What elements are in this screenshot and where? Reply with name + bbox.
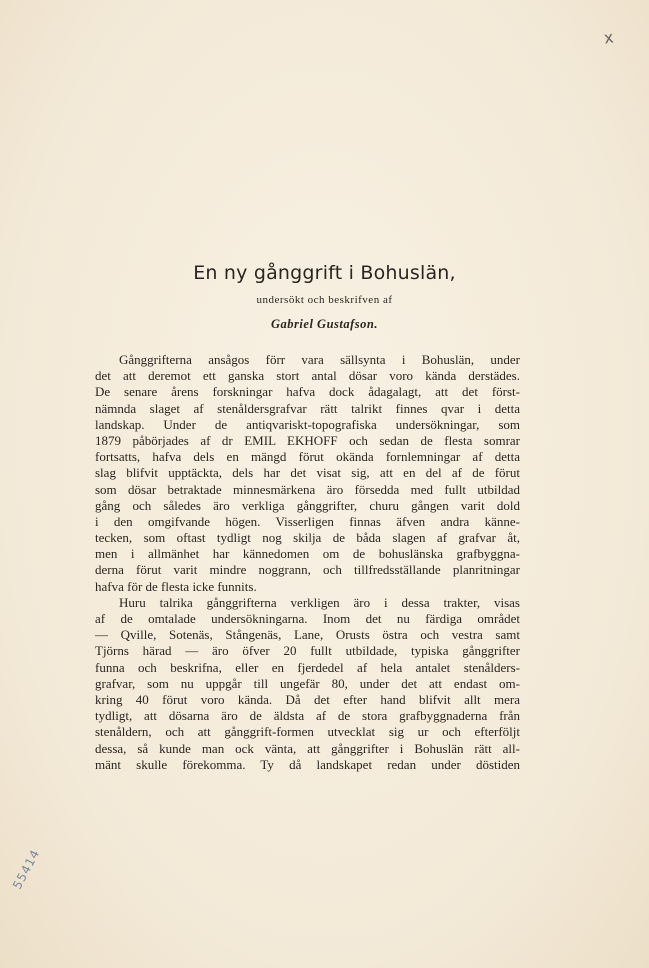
body-line: som dösar betraktade minnesmärkena äro försedda med fullt utbildad: [95, 481, 520, 497]
body-line: hafva för de flesta icke funnits.: [95, 578, 257, 594]
body-line: tydligt, att dösarna äro de äldsta af de stora grafbyggnaderna från: [95, 708, 520, 724]
body-line: — Qville, Sotenäs, Stångenäs, Lane, Orusts östra och vestra samt: [95, 627, 520, 643]
article-subtitle: undersökt och beskrifven af: [256, 294, 393, 306]
body-line: funna och beskrifna, eller en fjerdedel af hela antalet stenålders-: [95, 659, 520, 675]
body-line: grafvar, som nu uppgår till ungefär 80, under det att endast om-: [95, 675, 520, 691]
body-line: Huru talrika gånggrifterna verkligen äro i dessa trakter, visas: [119, 594, 520, 610]
body-line: nämnda slaget af stenåldersgrafvar rätt talrikt finnes qvar i detta: [95, 400, 520, 416]
body-line: Gånggrifterna ansågos förr vara sällsynta i Bohuslän, under: [119, 352, 520, 367]
article-author: Gabriel Gustafson.: [271, 317, 378, 331]
body-line: fortsatts, hafva dels en mängd förut okända fornlemningar af detta: [95, 449, 520, 465]
body-line: tecken, som oftast tydligt nog skilja de båda slagen af grafvar åt,: [95, 530, 520, 546]
body-line: kring 40 förut voro kända. Då det efter hand blifvit allt mera: [95, 691, 520, 707]
body-line: dessa, så kunde man ock vänta, att gånggrifter i Bohuslän rätt all-: [95, 740, 520, 756]
handwritten-catalog-number: 55414: [10, 846, 43, 892]
body-line: slag blifvit upptäckta, dels har det visat sig, att en del af de förut: [95, 465, 520, 481]
article-body: [95, 352, 520, 773]
body-line: mänt skulle förekomma. Ty då landskapet redan under döstiden: [95, 756, 520, 772]
corner-pencil-mark: x: [602, 27, 615, 48]
body-line: 1879 påbörjades af dr EMIL EKHOFF och sedan de flesta somrar: [95, 432, 520, 448]
body-line: af de omtalade undersökningarna. Inom det nu färdiga området: [95, 611, 520, 626]
body-line: i den omgifvande högen. Visserligen finnas äfven andra känne-: [95, 513, 520, 529]
body-line: men i allmänhet har kännedomen om de bohuslänska grafbyggna-: [95, 546, 520, 562]
article-title: En ny gånggrift i Bohuslän,: [193, 262, 456, 284]
body-line: stenåldern, och att gånggrift-formen utvecklat sig ur och efterföljt: [95, 724, 520, 740]
body-line: gång och således äro verkliga gånggrifter, churu gången varit dold: [95, 497, 520, 513]
body-line: De senare årens forskningar hafva dock ådagalagt, att det först-: [95, 384, 520, 400]
body-line: Tjörns härad — äro öfver 20 fullt utbildade, typiska gånggrifter: [95, 643, 520, 659]
body-line: derna förut varit mindre noggrann, och tillfredsställande planritningar: [95, 562, 520, 578]
body-line: landskap. Under de antiqvariskt-topografiska undersökningar, som: [95, 416, 520, 432]
body-line: det att deremot ett ganska stort antal dösar voro kända derstädes.: [95, 368, 520, 384]
